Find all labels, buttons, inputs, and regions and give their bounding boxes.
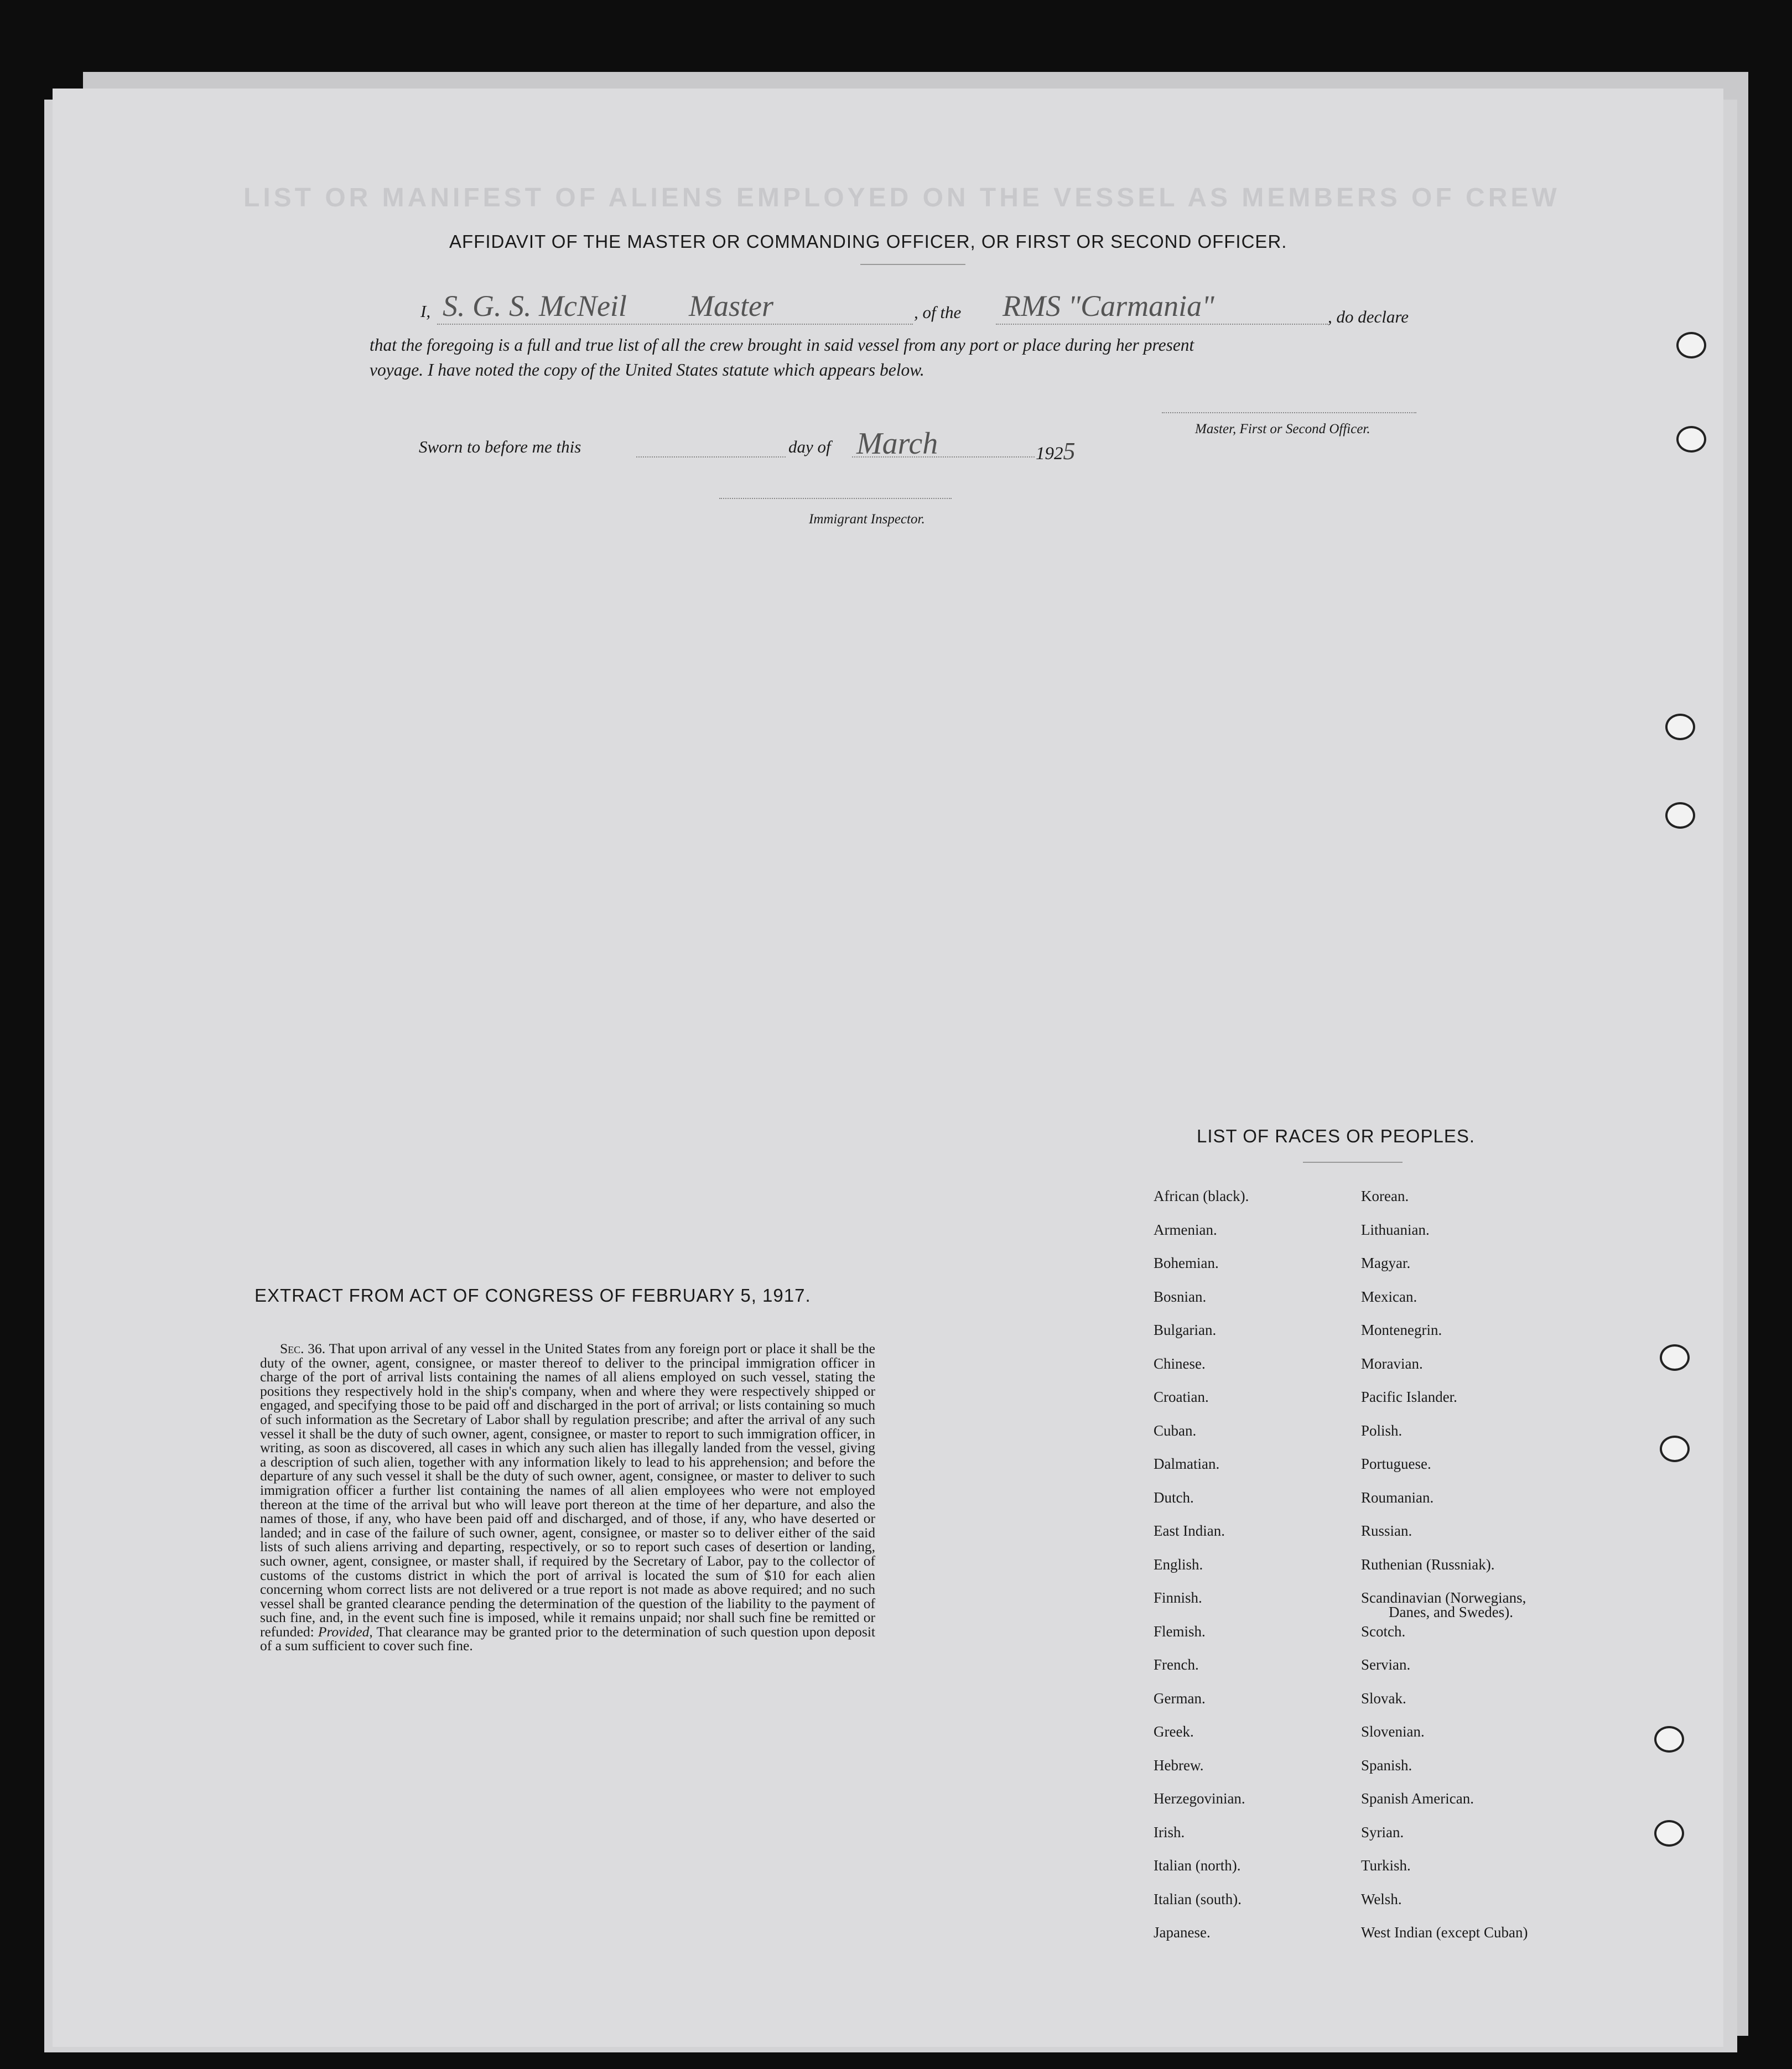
punch-hole (1654, 1726, 1684, 1753)
affidavit-line-2: that the foregoing is a full and true list of all the crew brought in said vessel from any port or place during her present (370, 335, 1194, 355)
races-heading-underline (1303, 1162, 1403, 1163)
race-left-item: Flemish. (1154, 1623, 1206, 1640)
year-text: 1925 (1036, 438, 1076, 465)
punch-hole (1660, 1436, 1690, 1462)
race-left-item: East Indian. (1154, 1522, 1225, 1539)
race-right-item: Mexican. (1361, 1288, 1417, 1305)
heading-underline (860, 264, 965, 265)
punch-hole (1676, 332, 1706, 358)
race-right-item: Slovenian. (1361, 1723, 1425, 1740)
race-right-item: Magyar. (1361, 1255, 1411, 1271)
race-left-item: Cuban. (1154, 1422, 1197, 1439)
race-left-item: Hebrew. (1154, 1756, 1204, 1774)
races-right-column (1361, 1179, 1528, 1950)
provided-word: Provided, (318, 1623, 373, 1640)
show-through-title: LIST OR MANIFEST OF ALIENS EMPLOYED ON THE VESSEL AS MEMBERS OF CREW (243, 183, 1560, 212)
race-left-item: Greek. (1154, 1723, 1194, 1740)
race-left-item: Irish. (1154, 1823, 1185, 1841)
race-right-item: Pacific Islander. (1361, 1389, 1457, 1405)
race-right-item: Slovak. (1361, 1689, 1406, 1707)
day-of-text: day of (788, 437, 831, 456)
race-right-item: Turkish. (1361, 1857, 1411, 1874)
race-right-item: Montenegrin. (1361, 1322, 1442, 1338)
race-right-item: Russian. (1361, 1522, 1412, 1539)
sworn-text: Sworn to before me this (419, 437, 581, 456)
section-label: Sec. 36. (280, 1340, 326, 1356)
race-left-item: Herzegovinian. (1154, 1790, 1245, 1807)
races-heading: LIST OF RACES OR PEOPLES. (1197, 1126, 1476, 1146)
day-blank-line (636, 456, 786, 458)
race-left-item: Dalmatian. (1154, 1455, 1220, 1472)
vessel-blank-line (996, 324, 1328, 325)
punch-hole (1654, 1820, 1684, 1847)
race-left-item: Italian (north). (1154, 1857, 1241, 1874)
name-blank-line (437, 324, 913, 325)
extract-body (260, 1342, 875, 1653)
race-left-item: German. (1154, 1689, 1206, 1707)
punch-hole (1665, 714, 1695, 740)
affidavit-heading: AFFIDAVIT OF THE MASTER OR COMMANDING OFFICER, OR FIRST OR SECOND OFFICER. (449, 231, 1287, 252)
of-the-text: , of the (914, 303, 962, 322)
race-left-item: Armenian. (1154, 1221, 1217, 1238)
race-left-item: Bohemian. (1154, 1255, 1219, 1271)
punch-hole (1665, 802, 1695, 829)
punch-hole (1676, 426, 1706, 453)
race-left-item: Croatian. (1154, 1389, 1209, 1405)
race-left-item: Bulgarian. (1154, 1322, 1217, 1338)
inspector-signature-line (719, 498, 952, 499)
race-right-item: Spanish. (1361, 1756, 1412, 1774)
race-right-item: Roumanian. (1361, 1489, 1434, 1506)
race-left-item: Finnish. (1154, 1589, 1202, 1606)
do-declare-text: , do declare (1328, 307, 1409, 326)
race-right-item: Syrian. (1361, 1823, 1404, 1841)
affidavit-line-3: voyage. I have noted the copy of the United States statute which appears below. (370, 360, 924, 380)
races-left-column (1154, 1179, 1249, 1950)
month-blank-line (852, 456, 1035, 458)
officer-rank-handwritten: Master (689, 289, 773, 323)
section-text-end: That clearance may be granted prior to the determination of such question upon deposit of a sum sufficient to cover such fine. (260, 1623, 875, 1654)
punch-hole (1660, 1344, 1690, 1371)
race-left-item: Bosnian. (1154, 1288, 1207, 1305)
race-right-item: Welsh. (1361, 1890, 1402, 1907)
extract-heading: EXTRACT FROM ACT OF CONGRESS OF FEBRUARY 5, 1917. (254, 1285, 811, 1306)
race-right-item: Scandinavian (Norwegians, (1361, 1589, 1526, 1606)
year-digit-handwritten: 5 (1063, 438, 1076, 465)
race-right-item: Servian. (1361, 1656, 1411, 1673)
race-right-item: Ruthenian (Russniak). (1361, 1556, 1495, 1573)
race-right-item: Lithuanian. (1361, 1221, 1430, 1238)
race-left-item: Italian (south). (1154, 1890, 1242, 1907)
officer-name-handwritten: S. G. S. McNeil (443, 289, 627, 323)
race-left-item: Chinese. (1154, 1355, 1206, 1372)
race-right-item: Polish. (1361, 1422, 1403, 1439)
race-right-item: Scotch. (1361, 1623, 1406, 1640)
race-left-item: Japanese. (1154, 1924, 1211, 1941)
race-left-item: African (black). (1154, 1188, 1249, 1204)
race-left-item: English. (1154, 1556, 1203, 1573)
month-handwritten: March (856, 427, 938, 461)
race-right-item: West Indian (except Cuban) (1361, 1924, 1528, 1941)
inspector-caption: Immigrant Inspector. (809, 512, 925, 527)
races-continuation: Danes, and Swedes). (1389, 1604, 1513, 1620)
signature-line (1162, 412, 1416, 413)
race-left-item: Dutch. (1154, 1489, 1194, 1506)
vessel-name-handwritten: RMS "Carmania" (1003, 289, 1214, 323)
affidavit-line-1: I, (420, 301, 431, 321)
race-right-item: Spanish American. (1361, 1790, 1474, 1807)
signature-caption: Master, First or Second Officer. (1195, 422, 1370, 436)
section-text: That upon arrival of any vessel in the United States from any foreign port or place it shall be the duty of the owner, agent, consignee, or master thereof to deliver to the principal immigration officer in charge of the port of arrival lists containing the names of all aliens employed on such vessel, stating the positions they respectively hold in the ship's company, when and where they were respectively shipped or engaged, and specifying those to be paid off and discharged in the port of arrival; or lists containing so much of such information as the Secretary of Labor shall by regulation prescribe; and after the arrival of any such vessel it shall be the duty of such owner, agent, consignee, or master to report to such immigration officer, in writing, as soon as discovered, all cases in which any such alien has illegally landed from the vessel, giving a description of such alien, together with any information likely to lead to his apprehension; and before the departure of any such vessel it shall be the duty of such owner, agent, consignee, or master to deliver to such immigration officer a further list containing the names of all alien employees who were not employed thereon at the time of the arrival but who will leave port thereon at the time of her departure, and also the names of those, if any, who have been paid off and discharged, and of those, if any, who have deserted or landed; and in case of the failure of such owner, agent, consignee, or master so to deliver either of the said lists of such aliens arriving and departing, respectively, or so to report such cases of desertion or landing, such owner, agent, consignee, or master shall, if required by the Secretary of Labor, pay to the collector of customs of the customs district in which the port of arrival is located the sum of $10 for each alien concerning whom correct lists are not delivered or a true report is not made as above required; and no such vessel shall be granted clearance pending the determination of the question of the liability to the payment of such fine, and, in the event such fine is imposed, while it remains unpaid; nor shall such fine be remitted or refunded: (260, 1340, 875, 1640)
race-right-item: Portuguese. (1361, 1455, 1431, 1472)
race-right-item: Korean. (1361, 1188, 1409, 1204)
race-left-item: French. (1154, 1656, 1199, 1673)
race-right-item: Moravian. (1361, 1355, 1423, 1372)
